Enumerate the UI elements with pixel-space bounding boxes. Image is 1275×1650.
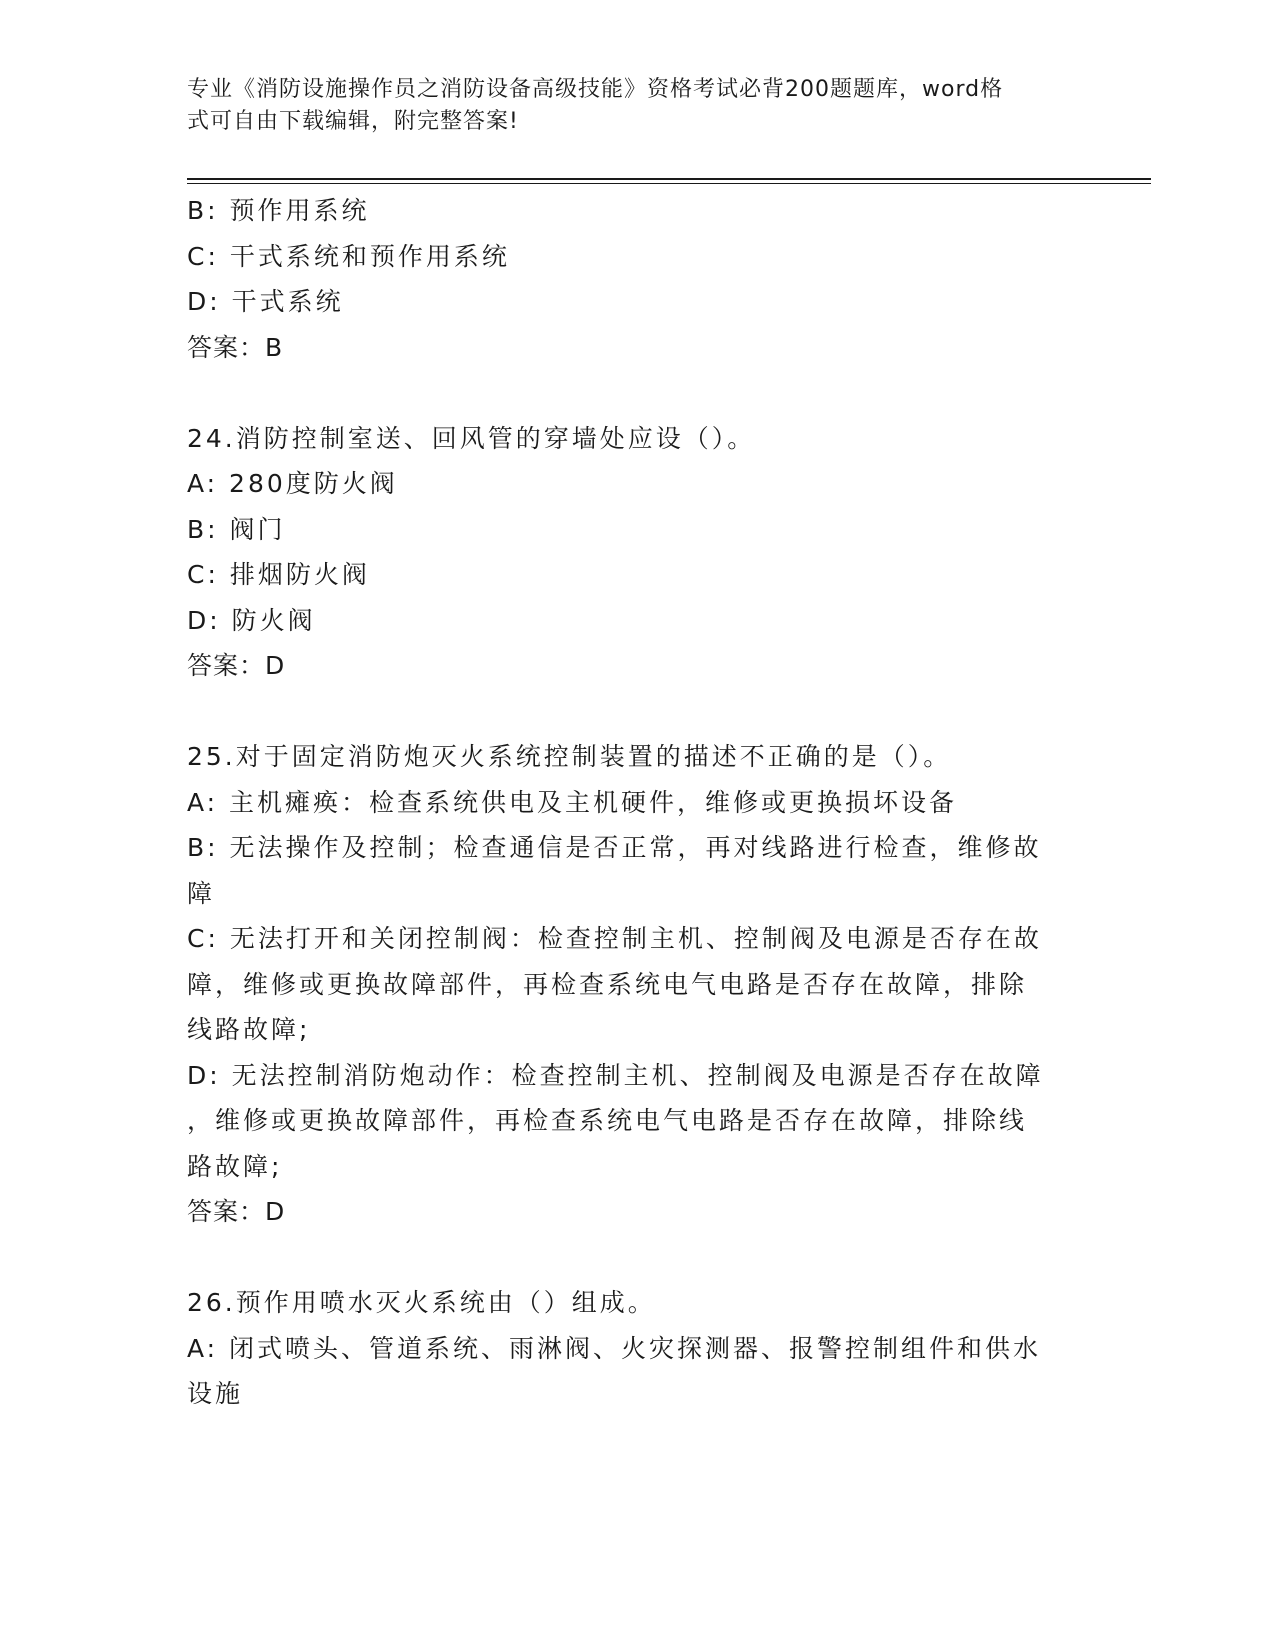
option-line: D: 干式系统 <box>187 287 344 316</box>
question-24 <box>187 416 1087 689</box>
option-line: 障 <box>187 878 216 908</box>
option-line: 障，维修或更换故障部件，再检查系统电气电路是否存在故障，排除 <box>187 969 1028 999</box>
option-line: A: 闭式喷头、管道系统、雨淋阀、火灾探测器、报警控制组件和供水 <box>187 1333 1042 1363</box>
question-26 <box>187 1280 1087 1417</box>
question-list <box>187 188 1087 1417</box>
spacer <box>187 370 1087 416</box>
header-divider-thin <box>187 183 1151 184</box>
header-line-1: 专业《消防设施操作员之消防设备高级技能》资格考试必背200题题库，word格 <box>187 77 1004 102</box>
document-header <box>187 74 1067 138</box>
option-line: 设施 <box>187 1379 244 1408</box>
option-line: C: 排烟防火阀 <box>187 560 370 589</box>
option-line: B: 无法操作及控制；检查通信是否正常，再对线路进行检查，维修故 <box>187 833 1042 862</box>
option-line: C: 干式系统和预作用系统 <box>187 241 510 271</box>
option-line: D: 防火阀 <box>187 605 316 635</box>
option-line: B: 阀门 <box>187 514 286 544</box>
option-line: 线路故障; <box>187 1015 311 1044</box>
question-text: 26.预作用喷水灭火系统由（）组成。 <box>187 1288 656 1317</box>
header-line-2: 式可自由下载编辑，附完整答案! <box>187 109 519 134</box>
question-text: 25.对于固定消防炮灭火系统控制装置的描述不正确的是（）。 <box>187 742 952 771</box>
option-line: C: 无法打开和关闭控制阀：检查控制主机、控制阀及电源是否存在故 <box>187 924 1042 953</box>
option-line: A: 主机瘫痪：检查系统供电及主机硬件，维修或更换损坏设备 <box>187 787 958 817</box>
answer-line: 答案：B <box>187 332 284 362</box>
spacer <box>187 689 1087 735</box>
option-line: A: 280度防火阀 <box>187 469 398 498</box>
option-line: 路故障; <box>187 1151 283 1181</box>
question-23-tail <box>187 188 1087 370</box>
spacer <box>187 1235 1087 1281</box>
option-line: B: 预作用系统 <box>187 196 370 225</box>
question-text: 24.消防控制室送、回风管的穿墙处应设（）。 <box>187 423 756 453</box>
answer-line: 答案：D <box>187 651 286 680</box>
option-line: ，维修或更换故障部件，再检查系统电气电路是否存在故障，排除线 <box>187 1106 1028 1135</box>
option-line: D: 无法控制消防炮动作：检查控制主机、控制阀及电源是否存在故障 <box>187 1060 1044 1090</box>
header-divider-thick <box>187 178 1151 180</box>
question-25 <box>187 734 1087 1235</box>
answer-line: 答案：D <box>187 1197 286 1226</box>
